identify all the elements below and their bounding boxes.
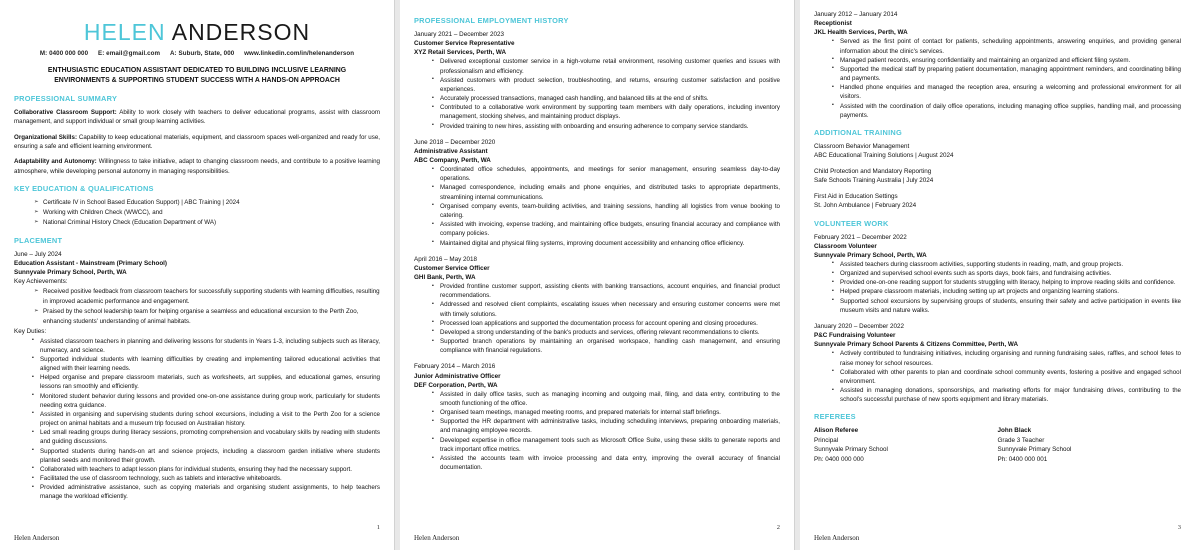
resume-page-1 [0,0,395,550]
referee-role: Principal [814,436,839,444]
job-organisation: GHI Bank, Perth, WA [414,273,476,281]
training-entry [814,167,1181,186]
training-entry [814,192,1181,211]
list-item: ▪ Organized and supervised school events such as sports days, book fairs, and fundraising activities. [832,269,1181,278]
list-item: ▪ Developed expertise in office management tools such as Microsoft Office Suite, using these skills to generate reports and track important office metrics. [432,436,780,454]
referee-organisation: Sunnyvale Primary School [814,446,888,454]
job-organisation: ABC Company, Perth, WA [414,157,491,164]
job-organisation: DEF Corporation, Perth, WA [414,381,498,389]
list-item: ▪ Assisted in daily office tasks, such as managing incoming and outgoing mail, filing, and data entry, contributing to the smooth functioning of the office. [432,390,780,408]
list-item: ▪ Supported school excursions by supervising groups of students, ensuring their safety and active participation in events like museum visits and nature walks. [832,297,1181,315]
section-heading-additional-training: ADDITIONAL TRAINING [814,127,902,137]
summary-paragraph [14,133,380,152]
job-organisation: XYZ Retail Services, Perth, WA [414,49,507,57]
list-item: ➢ Working with Children Check (WWCC), and [34,208,380,218]
list-item: ▪ Supported the HR department with administrative tasks, including scheduling interviews, preparing onboarding materials, and managing employee records. [432,417,780,435]
summary-paragraph [14,108,380,127]
job-entry [814,10,1181,120]
list-item: ▪ Processed loan applications and supported the documentation process for account opening and closing procedures. [432,319,780,328]
list-item: ▪ Provided one-on-one reading support for students struggling with literacy, helping to improve reading skills and confidence. [832,278,1181,287]
list-item: ▪ Collaborated with teachers to adapt lesson plans for individual students, ensuring they had the necessary support. [32,465,380,474]
job-title: Junior Administrative Officer [414,372,501,380]
list-item: ▪ Provided administrative assistance, such as copying materials and organising student assignments, to help teachers manage the workload efficiently. [32,483,380,501]
job-title: Receptionist [814,20,852,28]
training-provider: St. John Ambulance | February 2024 [814,202,917,210]
list-item: ▪ Accurately processed transactions, managed cash handling, and balanced tills at the end of shifts. [432,94,780,103]
list-item: ▪ Helped prepare classroom materials, including setting up art projects and organizing learning stations. [832,287,1181,296]
placement-title: Education Assistant - Mainstream (Primary School) [14,260,168,268]
training-course: Classroom Behavior Management [814,142,910,150]
list-item: ▪ Supported students during hands-on art and science projects, including a classroom garden initiative where students planted seeds and monitored their growth. [32,447,380,465]
job-organisation: JKL Health Services, Perth, WA [814,29,908,37]
contact-mobile: M: 0400 000 000 [39,50,89,58]
job-entry [414,255,780,356]
list-item: ▪ Supported the medical staff by preparing patient documentation, managing appointment reminders, and coordinating billing and payments. [832,65,1181,83]
list-item: ▪ Assisted with the coordination of daily office operations, including managing office supplies, handling mail, and processing payments. [832,102,1181,120]
contact-linkedin[interactable]: www.linkedin.com/in/helenanderson [244,50,355,58]
footer-name: Helen Anderson [414,534,460,542]
list-item: ▪ Assisted customers with product selection, troubleshooting, and returns, ensuring customer satisfaction and positive experiences. [432,76,780,94]
list-item: ▪ Coordinated office schedules, appointments, and meetings for senior management, ensuring seamless day-to-day operations. [432,165,780,183]
last-name: ANDERSON [171,19,311,45]
page-footer [814,524,1181,542]
page-title [14,20,380,44]
key-achievements-label: Key Achievements: [14,278,68,286]
list-item: ▪ Managed patient records, ensuring confidentiality and maintaining an organized and efficient filing system. [832,56,1181,65]
list-item: ▪ Assisted teachers during classroom activities, supporting students in reading, math, and group projects. [832,260,1181,269]
training-provider: ABC Educational Training Solutions | August 2024 [814,152,954,160]
list-item: ▪ Actively contributed to fundraising initiatives, including organising and running fundraising sales, raffles, and school fetes to raise money for school resources. [832,349,1181,367]
job-entry [414,362,780,472]
referees-list [814,426,1181,464]
list-item: ▪ Delivered exceptional customer service in a high-volume retail environment, resolving customer queries and issues with professionalism and efficiency. [432,57,780,75]
list-item: ▪ Provided training to new hires, assisting with onboarding and ensuring adherence to company service standards. [432,122,780,131]
job-bullets [414,390,780,473]
list-item: ▪ Developed a strong understanding of the bank's products and services, offering relevant recommendations to clients. [432,328,780,337]
section-heading-key-education: KEY EDUCATION & QUALIFICATIONS [14,183,154,193]
page-footer [414,524,780,542]
list-item: ▪ Organised company events, team-building activities, and training sessions, handling all logistics from venue booking to catering. [432,202,780,220]
footer-name: Helen Anderson [814,534,860,542]
list-item: ▪ Facilitated the use of classroom technology, such as tablets and interactive whiteboards. [32,474,380,483]
contact-email[interactable]: E: email@gmail.com [97,50,161,58]
placement-duties-list [14,337,380,502]
list-item: ▪ Supported branch operations by maintaining an organised workspace, handling cash management, and ensuring compliance with financial regulations. [432,337,780,355]
list-item: ▪ Monitored student behavior during lessons and provided one-on-one assistance during group work, particularly for students needing extra guidance. [32,392,380,410]
referee-entry [998,426,1182,464]
page-number: 2 [776,524,780,531]
list-item: ➢ Certificate IV in School Based Education Support) | ABC Training | 2024 [34,198,380,208]
list-item: ▪ Assisted in organising and supervising students during school excursions, including a visit to the Perth Zoo for a science project on animal habitats and a museum trip focused on Australian history. [32,410,380,428]
list-item: ▪ Managed correspondence, including emails and phone enquiries, and distributed tasks to appropriate departments, streamlining internal communications. [432,183,780,201]
placement-organisation: Sunnyvale Primary School, Perth, WA [14,269,127,277]
job-title: Customer Service Officer [414,264,490,272]
headline: ENTHUSIASTIC EDUCATION ASSISTANT DEDICATED TO BUILDING INCLUSIVE LEARNING ENVIRONMENTS & SUPPORTING STUDENT SUCCESS WITH A HANDS-ON APPROACH [47,67,347,85]
list-item: ➢ National Criminal History Check (Education Department of WA) [34,218,380,228]
volunteer-organisation: Sunnyvale Primary School Parents & Citizens Committee, Perth, WA [814,341,1019,349]
page-number: 1 [376,524,380,531]
volunteer-organisation: Sunnyvale Primary School, Perth, WA [814,251,927,259]
list-item: ▪ Provided frontline customer support, assisting clients with banking transactions, account enquiries, and financial product recommendations. [432,282,780,300]
volunteer-bullets [814,349,1181,404]
volunteer-bullets [814,260,1181,315]
key-duties-label: Key Duties: [14,328,47,336]
summary-label: Organizational Skills: [14,133,78,141]
list-item: ➢ Received positive feedback from classroom teachers for successfully supporting students with learning difficulties, resulting in improved academic performance and engagement. [34,287,380,307]
referee-role: Grade 3 Teacher [997,436,1045,444]
referee-phone: Ph: 0400 000 001 [997,455,1048,463]
job-bullets [414,57,780,130]
job-date: February 2014 – March 2016 [414,363,496,371]
list-item: ▪ Served as the first point of contact for patients, scheduling appointments, answering enquiries, and providing general information about the clinic's services. [832,37,1181,55]
section-heading-placement: PLACEMENT [14,236,63,246]
job-title: Customer Service Representative [414,40,515,48]
job-bullets [414,282,780,355]
list-item: ▪ Contributed to a collaborative work environment by supporting team members with daily operations, including inventory management, stocking shelves, and maintaining product displays. [432,103,780,121]
page-footer [14,524,380,542]
list-item: ▪ Organised team meetings, managed meeting rooms, and prepared materials for internal staff briefings. [432,408,780,417]
placement-achievements-list [14,287,380,327]
list-item: ▪ Led small reading groups during literacy sessions, promoting comprehension and vocabulary skills by reading with students and guiding discussions. [32,428,380,446]
job-entry [414,138,780,248]
contact-address: A: Suburb, State, 000 [169,50,235,58]
job-title: Administrative Assistant [414,147,488,155]
volunteer-entry [814,322,1181,404]
job-entry [414,30,780,131]
section-heading-referees: REFEREES [814,412,856,422]
summary-paragraph [14,157,380,176]
volunteer-entry [814,233,1181,315]
first-name: HELEN [83,19,166,45]
section-heading-professional-summary: PROFESSIONAL SUMMARY [14,94,118,104]
section-heading-volunteer-work: VOLUNTEER WORK [814,218,889,228]
training-course: Child Protection and Mandatory Reporting [814,167,932,175]
list-item: ▪ Helped organise and prepare classroom materials, such as worksheets, art supplies, and educational games, ensuring lessons ran smoothly and efficiently. [32,373,380,391]
volunteer-title: Classroom Volunteer [814,242,877,250]
placement-date: June – July 2024 [14,251,62,259]
list-item: ▪ Assisted in managing donations, sponsorships, and marketing efforts for major fundraising drives, contributing to the school's successful purchase of new sports equipment and library materials. [832,386,1181,404]
list-item: ▪ Collaborated with other parents to plan and coordinate school community events, fostering a positive and engaged school environment. [832,368,1181,386]
referee-phone: Ph: 0400 000 000 [814,455,864,463]
resume-page-2 [400,0,795,550]
summary-text: Capability to keep educational materials, equipment, and classroom spaces well-organized and ready for use, ensuring a safe and efficient learning environment. [14,133,381,151]
list-item: ▪ Supported individual students with learning difficulties by creating and implementing tailored educational activities that aligned with their learning needs. [32,355,380,373]
referee-name: Alison Referee [814,427,859,435]
volunteer-title: P&C Fundraising Volunteer [814,332,896,340]
list-item: ▪ Assisted the accounts team with invoice processing and data entry, improving the overall accuracy of financial documentation. [432,454,780,472]
summary-text: Ability to work closely with teachers to deliver educational programs, assist with classroom management, and support individual or small group learning activities. [14,109,380,126]
training-provider: Safe Schools Training Australia | July 2024 [814,177,934,185]
list-item: ▪ Maintained digital and physical filing systems, improving document accessibility and enhancing office efficiency. [432,239,780,248]
list-item: ➢ Praised by the school leadership team for helping organise a seamless and educational excursion to the Perth Zoo, enhancing students' understanding of animal habitats. [34,307,380,327]
job-date: April 2016 – May 2018 [414,255,478,263]
list-item: ▪ Assisted with invoicing, expense tracking, and maintaining office budgets, ensuring financial accuracy and compliance with company policies. [432,220,780,238]
training-entry [814,142,1181,161]
resume-page-3 [800,0,1195,550]
job-bullets [414,165,780,248]
summary-label: Adaptability and Autonomy: [14,158,97,166]
contact-line [14,50,380,57]
page-number: 3 [1177,524,1181,531]
placement-entry [14,250,380,502]
summary-text: Willingness to take initiative, adapt to changing classroom needs, and contribute to a positive learning atmosphere, while developing personal autonomy in managing responsibilities. [14,158,380,175]
education-list [14,198,380,228]
volunteer-date: February 2021 – December 2022 [814,233,907,241]
list-item: ▪ Addressed and resolved client complaints, escalating issues when necessary and ensuring customer concerns were met with timely solutions. [432,300,780,318]
list-item: ▪ Handled phone enquiries and managed the reception area, ensuring a welcoming and professional environment for all visitors. [832,83,1181,101]
referee-entry [814,426,998,464]
job-date: January 2021 – December 2023 [414,31,504,38]
job-date: January 2012 – January 2014 [814,11,898,18]
summary-label: Collaborative Classroom Support: [14,109,117,117]
section-heading-employment-history: PROFESSIONAL EMPLOYMENT HISTORY [414,16,569,25]
training-course: First Aid in Education Settings [814,192,898,200]
footer-name: Helen Anderson [14,534,60,542]
list-item: ▪ Assisted classroom teachers in planning and delivering lessons for students in Years 1-3, including subjects such as literacy, numeracy, and science. [32,337,380,355]
job-date: June 2018 – December 2020 [414,138,496,146]
referee-organisation: Sunnyvale Primary School [997,446,1072,454]
volunteer-date: January 2020 – December 2022 [814,322,904,330]
job-bullets [814,37,1181,120]
referee-name: John Black [997,427,1032,435]
